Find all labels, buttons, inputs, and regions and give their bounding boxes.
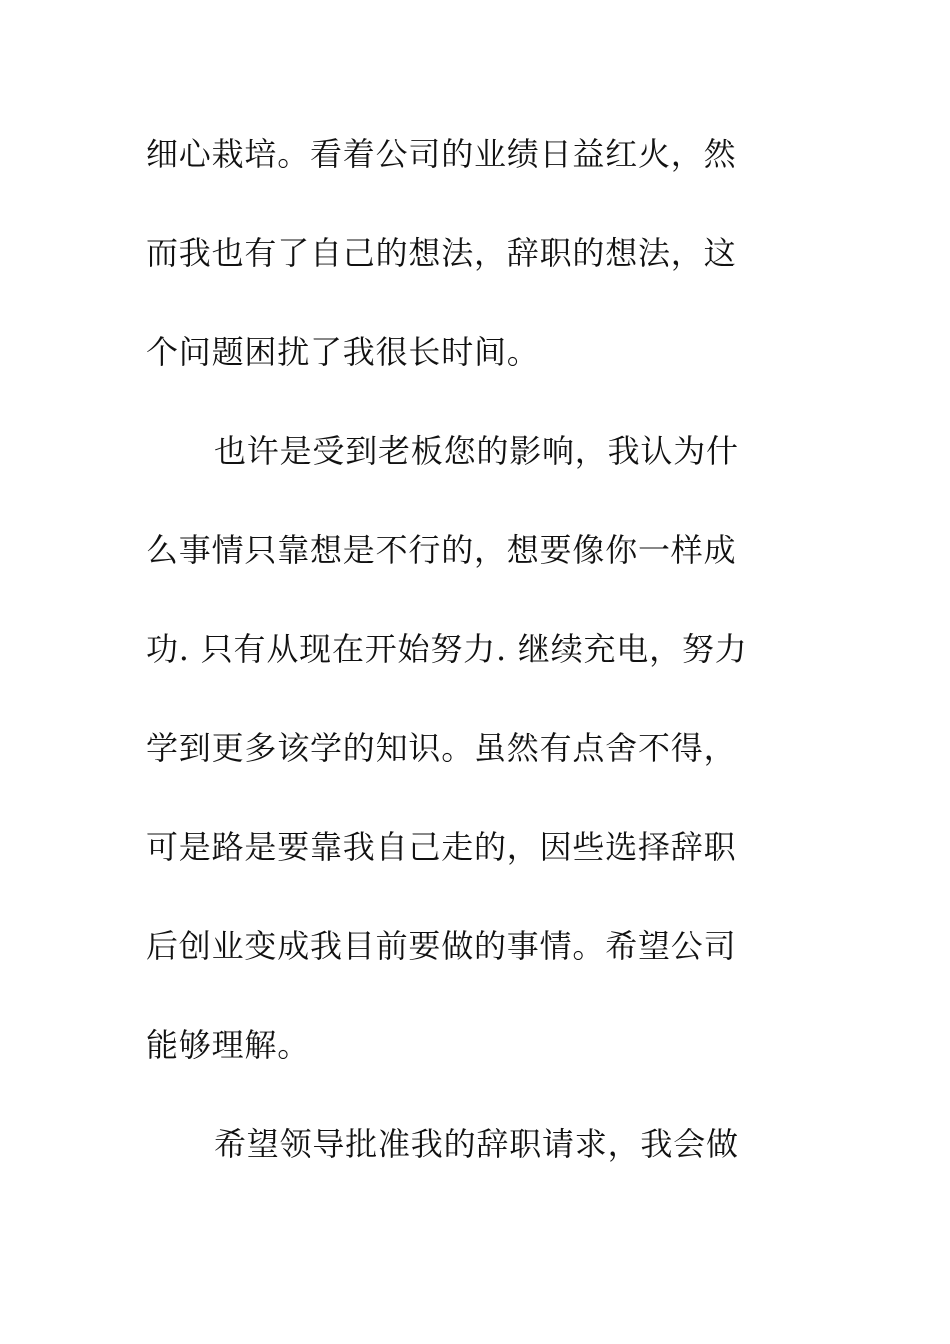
paragraph-first-line: 也许是受到老板您的影响，我认为什 <box>214 432 739 470</box>
text-line: 后创业变成我目前要做的事情。希望公司 <box>146 927 737 965</box>
text-line: 学到更多该学的知识。虽然有点舍不得， <box>146 729 737 767</box>
text-line: 能够理解。 <box>146 1026 311 1064</box>
text-line: 个问题困扰了我很长时间。 <box>146 333 540 371</box>
paragraph-first-line: 希望领导批准我的辞职请求，我会做 <box>214 1125 739 1163</box>
text-line: 么事情只靠想是不行的，想要像你一样成 <box>146 531 737 569</box>
text-line: 可是路是要靠我自己走的，因些选择辞职 <box>146 828 737 866</box>
text-line: 功. 只有从现在开始努力. 继续充电，努力 <box>146 630 748 668</box>
text-line: 而我也有了自己的想法，辞职的想法，这 <box>146 234 737 272</box>
text-line: 细心栽培。看着公司的业绩日益红火，然 <box>146 135 737 173</box>
